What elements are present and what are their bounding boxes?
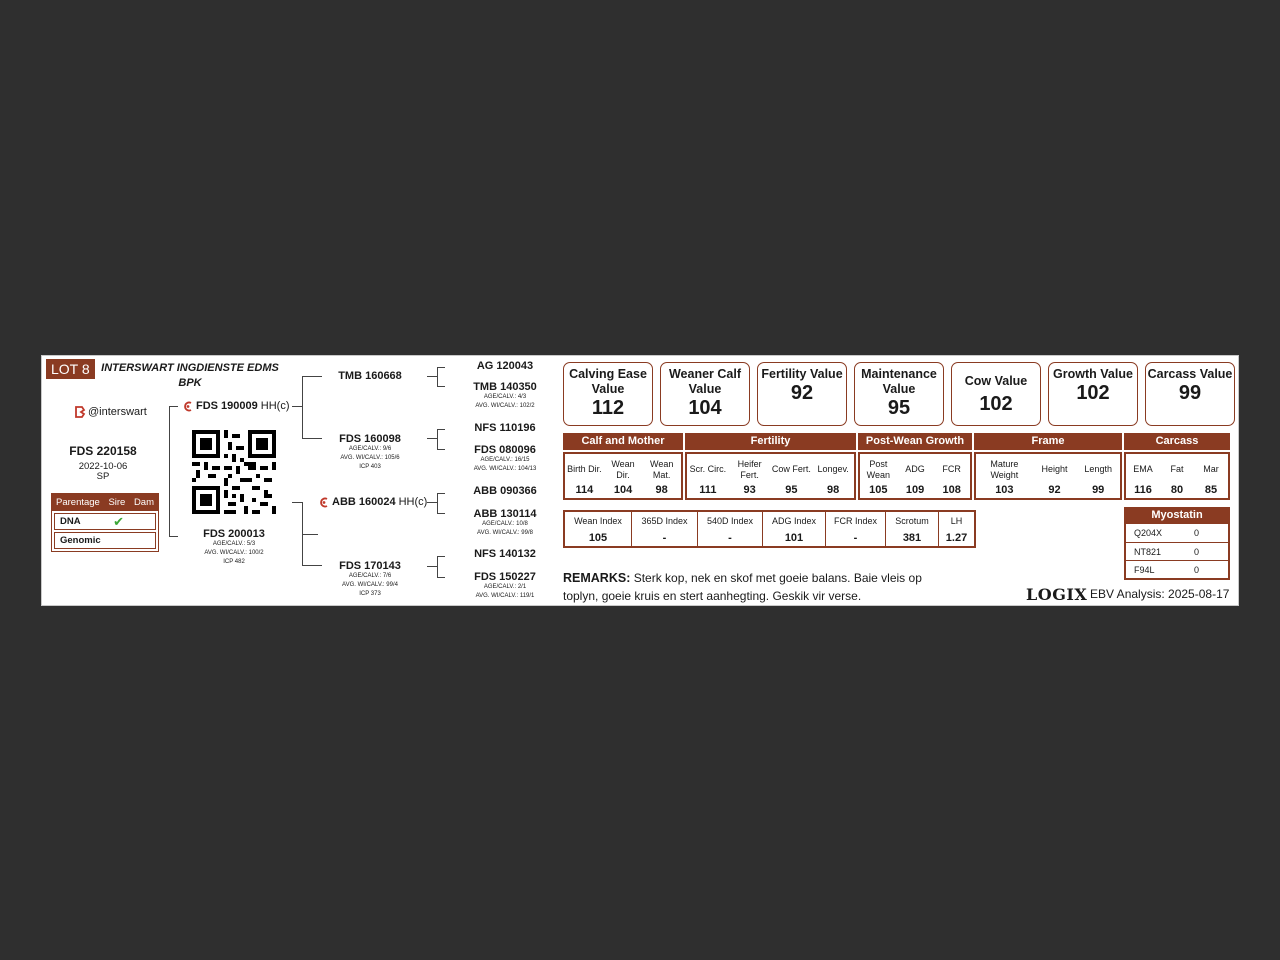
group-frame [974,452,1122,500]
value-box-cow: Cow Value 102 [951,362,1041,426]
tree-line [437,556,445,557]
ebv-cell: Scr. Circ. 111 [689,464,727,496]
group-post-wean [858,452,972,500]
lot-badge: LOT 8 [46,359,95,379]
logix-logo: LOGIX [1026,585,1088,604]
animal-dob-sex [62,462,144,482]
myostatin-row: NT821 0 [1126,542,1228,560]
ebv-cell: Cow Fert. 95 [771,464,811,496]
farm-name [100,361,280,391]
farm-name-line1: INTERSWART INGDIENSTE EDMS [101,362,279,374]
tree-line [437,556,438,577]
ebv-cell: ADG 109 [905,464,925,496]
animal-reg: FDS 220158 [69,444,137,458]
ebv-cell: Fat 80 [1170,464,1184,496]
index-cell: LH 1.27 [945,516,968,544]
parentage-table [51,493,159,552]
group-header-frame: Frame [974,433,1122,450]
tree-line [169,406,170,537]
group-header-post-wean: Post-Wean Growth [858,433,972,450]
group-header-carcass: Carcass [1124,433,1230,450]
ebv-cell: Length 99 [1084,464,1112,496]
pedigree-dsd: ABB 130114 AGE/CALV.: 10/8 AVG. WI/CALV.: 99/8 [473,508,537,536]
value-box-growth: Growth Value 102 [1048,362,1138,426]
pedigree-dds: NFS 140132 [474,548,536,560]
group-header-fertility: Fertility [685,433,856,450]
remarks [563,569,933,605]
pedigree-ss: TMB 160668 [338,370,402,382]
lot-card [41,355,1239,606]
tree-line [437,449,445,450]
tree-line [427,376,437,377]
tree-line [427,438,437,439]
ebv-analysis-date: EBV Analysis: 2025-08-17 [1090,587,1230,601]
animal-dob: 2022-10-06 [78,461,128,472]
index-cell: FCR Index - [826,512,886,546]
myostatin-row: F94L 0 [1126,560,1228,578]
logo-text: @interswart [88,406,147,418]
tree-line [302,376,322,377]
ebv-cell: Heifer Fert. 93 [737,458,762,496]
tree-line [302,438,322,439]
ebv-cell: Longev. 98 [817,464,849,496]
index-cell: Scrotum 381 [886,512,939,546]
check-icon: ✔ [113,513,124,529]
ebv-cell: Post Wean 105 [866,458,891,496]
tree-line [292,406,302,407]
pedigree-dam: FDS 200013 AGE/CALV.: 5/3 AVG. WI/CALV.: 100/2 ICP 482 [203,528,265,565]
group-calf-mother [563,452,683,500]
ebv-cell: Mar 85 [1203,464,1219,496]
value-box-weaner-calf: Weaner Calf Value 104 [660,362,750,426]
tree-line [437,367,445,368]
farm-name-line2: BPK [178,377,202,389]
myostatin-table [1124,507,1230,580]
value-box-fertility: Fertility Value 92 [757,362,847,426]
tree-line [437,367,438,386]
tree-line [437,493,438,513]
tree-line [169,406,178,407]
ebv-cell: FCR 108 [942,464,961,496]
pedigree-sss: AG 120043 [476,360,534,372]
index-table [563,510,976,548]
tree-line [437,577,445,578]
bull-logo-icon [74,406,86,418]
pedigree-sdd: FDS 080096 AGE/CALV.: 16/15 AVG. WI/CALV.: 104/13 [473,444,537,472]
value-box-carcass: Carcass Value 99 [1145,362,1235,426]
index-cell: 365D Index - [632,512,698,546]
tree-line [437,429,438,449]
tree-line [427,566,437,567]
tree-line [302,534,318,535]
qr-code-icon[interactable] [192,430,276,514]
ebv-cell: Mature Weight 103 [990,458,1019,496]
value-box-maintenance: Maintenance Value 95 [854,362,944,426]
pedigree-sire: FDS 190009 HH(c) [182,400,289,412]
pedigree-sds: NFS 110196 [474,422,536,434]
group-header-calf-mother: Calf and Mother [563,433,683,450]
ebv-cell: EMA 116 [1133,464,1153,496]
myostatin-header: Myostatin [1124,507,1230,524]
tree-line [437,493,445,494]
tree-line [437,386,445,387]
index-cell: Wean Index 105 [565,512,632,546]
tree-line [437,429,445,430]
ebv-cell: Wean Dir. 104 [611,458,635,496]
ebv-cell: Wean Mat. 98 [650,458,674,496]
ebv-cell: Height 92 [1041,464,1068,496]
value-box-calving-ease: Calving Ease Value 112 [563,362,653,426]
group-carcass [1124,452,1230,500]
index-cell: ADG Index 101 [763,512,826,546]
pedigree-dd: FDS 170143 AGE/CALV.: 7/6 AVG. WI/CALV.: 99/4 ICP 373 [339,560,401,597]
parentage-row-dna: DNA ✔ [54,513,156,530]
pedigree-ddd: FDS 150227 AGE/CALV.: 2/1 AVG. WI/CALV.: 119/1 [474,571,536,599]
pedigree-ssd: TMB 140350 AGE/CALV.: 4/3 AVG. WI/CALV.: 102/2 [473,381,537,409]
tree-line [169,536,178,537]
tree-line [427,502,437,503]
ebv-cell: Birth Dir. 114 [567,464,602,496]
interswart-logo [74,406,147,418]
horn-mark-icon [182,401,193,412]
tree-line [302,565,322,566]
animal-sex: SP [96,471,110,482]
pedigree-sd: FDS 160098 AGE/CALV.: 9/6 AVG. WI/CALV.: 105/6 ICP 403 [339,433,401,470]
remarks-label: REMARKS: [563,571,631,585]
tree-line [292,502,302,503]
group-fertility [685,452,856,500]
parentage-row-genomic: Genomic [54,532,156,549]
pedigree-ds: ABB 160024 HH(c) [318,496,427,508]
index-cell: 540D Index - [698,512,763,546]
tree-line [437,513,445,514]
tree-line [302,376,303,438]
pedigree-dss: ABB 090366 [473,485,537,497]
horn-mark-icon [318,497,329,508]
myostatin-row: Q204X 0 [1134,528,1200,538]
remarks-text: Sterk kop, nek en skof met goeie balans. Baie vleis op toplyn, goeie kruis en stert aanhegting. Geskik vir verse. [563,571,922,603]
parentage-header: Parentage Sire Dam [52,494,158,511]
